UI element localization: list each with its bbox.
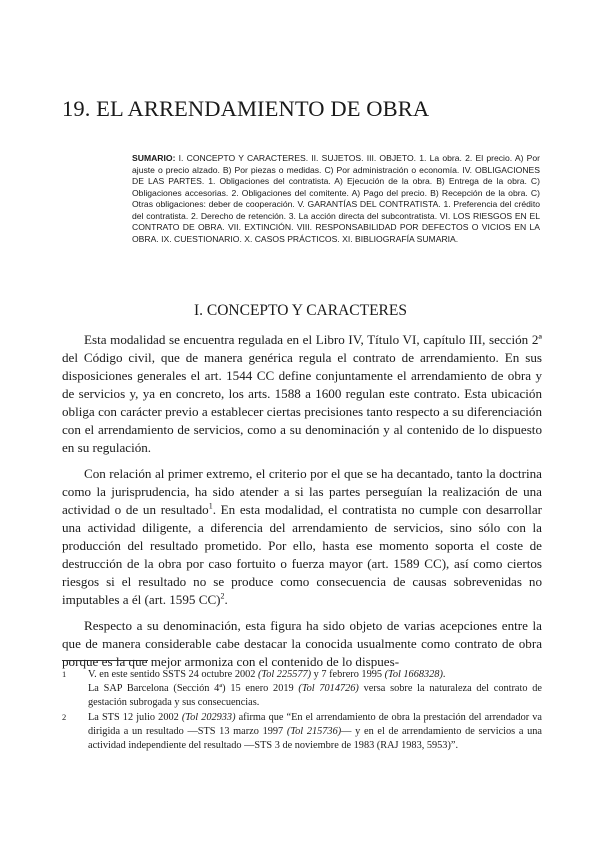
- chapter-summary: [132, 153, 540, 245]
- body-text: [62, 331, 542, 671]
- footnote-1-ref-1: (Tol 225577): [257, 669, 312, 680]
- summary-text: I. CONCEPTO Y CARACTERES. II. SUJETOS. III. OBJETO. 1. La obra. 2. El precio. A) Por ajuste o precio alzado. B) Por piezas o medidas. C) Por administración o economía. IV. OBLIGACIONES DE LAS PARTES. 1. Obligaciones del contratista. A) Ejecución de la obra. B) Entrega de la obra. C) Obligaciones accesorias. 2. Obligaciones del comitente. A) Pago del precio. B) Recepción de la obra. C) Otras obligaciones: deber de cooperación. V. GARANTÍAS DEL CONTRATISTA. 1. Preferencia del crédito del contratista. 2. Derecho de retención. 3. La acción directa del subcontratista. VI. LOS RIESGOS EN EL CONTRATO DE OBRA. VII. EXTINCIÓN. VIII. RESPONSABILIDAD POR DEFECTOS O VICIOS EN LA OBRA. IX. CUESTIONARIO. X. CASOS PRÁCTICOS. XI. BIBLIOGRAFÍA SUMARIA.: [132, 153, 540, 244]
- footnote-1-text-a: V. en este sentido SSTS 24 octubre 2002: [88, 669, 258, 680]
- footnote-1-ref-2: (Tol 1668328): [384, 669, 443, 680]
- footnote-ref-1: 1: [208, 501, 213, 511]
- footnote-separator: [62, 660, 148, 661]
- footnote-2-body: [88, 711, 542, 753]
- section-heading: I. CONCEPTO Y CARACTERES: [193, 302, 407, 319]
- footnote-1-text-b: y 7 febrero 1995: [311, 669, 385, 680]
- footnote-2-text-b: afirma que “En el arrendamiento de obra la prestación del arrendador va dirigida a un resultado —STS 13 marzo 1997: [88, 711, 542, 737]
- footnote-1-text-e: versa sobre la naturaleza del contrato de gestación subrogada y sus consecuencias.: [88, 682, 542, 708]
- footnote-1-line-1: [88, 668, 542, 682]
- footnote-ref-2: 2: [220, 591, 225, 601]
- footnote-1-number: 1: [62, 669, 67, 679]
- footnote-1-text-d: La SAP Barcelona (Sección 4ª) 15 enero 2019: [88, 682, 299, 694]
- footnotes: [62, 668, 542, 753]
- summary-label: SUMARIO:: [132, 153, 176, 163]
- footnote-1-text-c: .: [442, 669, 446, 680]
- footnote-2-text-a: La STS 12 julio 2002: [88, 711, 182, 723]
- footnote-1-ref-3: (Tol 7014726): [298, 682, 359, 694]
- footnote-1-line-2: [88, 682, 542, 710]
- chapter-title: 19. EL ARRENDAMIENTO DE OBRA: [62, 96, 430, 121]
- paragraph-2: [62, 465, 542, 609]
- paragraph-2-text-c: .: [224, 592, 228, 607]
- paragraph-1: Esta modalidad se encuentra regulada en el Libro IV, Título VI, capítulo III, sección 2ª del Código civil, que de manera genérica regula el contrato de arrendamiento. En sus disposiciones generales el art. 1544 CC define conjuntamente el arrendamiento de obra y de servicios y, ya en concreto, los arts. 1588 a 1600 regulan este contrato. Esta ubicación obliga con carácter previo a establecer ciertas precisiones tanto respecto a su diferenciación con el arrendamiento de servicios, como a su denominación y al contenido de lo dispuesto en su regulación.: [62, 332, 542, 455]
- paragraph-2-text-b: . En esta modalidad, el contratista no cumple con desarrollar una actividad diligente, a diferencia del arrendamiento de servicios, sino sólo con la producción del resultado prometido. Por ello, hasta ese momento soporta el coste de destrucción de la obra por caso fortuito o fuerza mayor (art. 1589 CC), así como ciertos riesgos si el resultado no se produce como consecuencia de causas sobrevenidas no imputables a él (art. 1595 CC): [62, 502, 543, 607]
- paragraph-2-text-a: Con relación al primer extremo, el criterio por el que se ha decantado, tanto la doctrina como la jurisprudencia, ha sido atender a si las partes perseguían la realización de una actividad o de un resultado: [62, 466, 542, 517]
- footnote-1: [62, 668, 542, 710]
- footnote-2-ref-1: (Tol 202933): [181, 711, 236, 723]
- footnote-2-number: 2: [62, 711, 67, 722]
- footnote-2-ref-2: (Tol 215736): [286, 725, 342, 737]
- footnote-2-text-c: — y en el de arrendamiento de servicios a una actividad independiente del resultado —STS 3 de noviembre de 1983 (RAJ 1983, 5953)”.: [88, 725, 542, 751]
- footnote-2: [62, 711, 542, 753]
- paragraph-3: Respecto a su denominación, esta figura ha sido objeto de varias acepciones entre la que de manera considerable cabe destacar la conocida usualmente como contrato de obra porque es la que mejor armoniza con el contenido de lo dispues-: [62, 618, 542, 669]
